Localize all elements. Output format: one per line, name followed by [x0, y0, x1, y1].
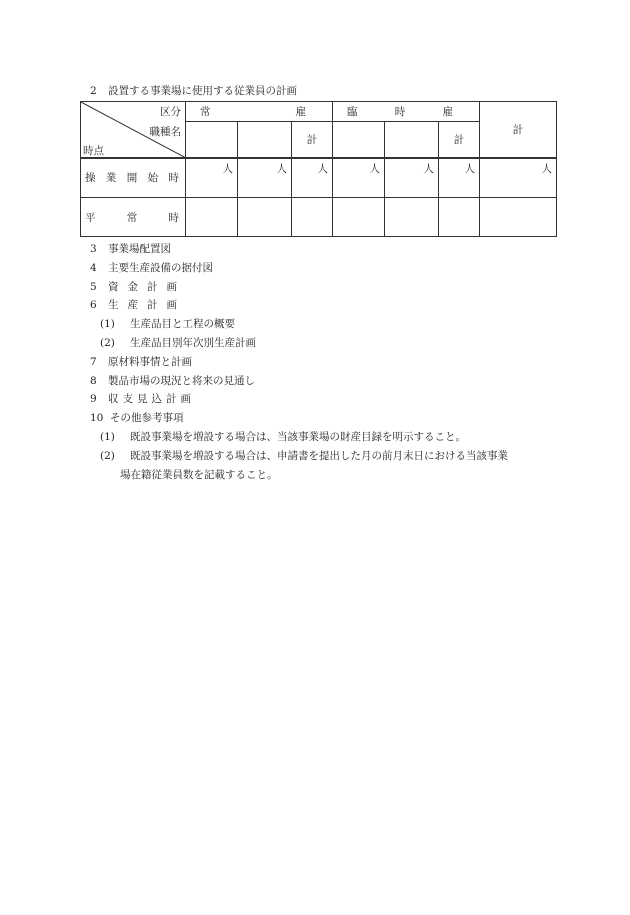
temp-subtotal-label: 計 [453, 133, 465, 146]
unit-cell [385, 158, 439, 198]
row-label-char: 常 [126, 211, 138, 224]
section-list [90, 240, 508, 484]
unit-cell [439, 158, 480, 198]
list-subitem: (2) 既設事業場を増設する場合は、申請書を提出した月の前月末日における当該事業 [100, 449, 508, 462]
empty-cell [385, 198, 439, 237]
unit-cell [292, 158, 333, 198]
header-kubun: 区分 [160, 106, 181, 118]
list-item: 9 収支見込計画 [90, 393, 195, 406]
section-heading [90, 83, 297, 98]
cell-temp-subtotal [439, 122, 480, 158]
heading-text: 設置する事業場に使用する従業員の計画 [108, 85, 297, 97]
diagonal-header-cell [81, 102, 186, 158]
list-subitem: (1) 既設事業場を増設する場合は、当該事業場の財産目録を明示すること。 [100, 430, 466, 443]
list-subitem: (1) 生産品目と工程の概要 [100, 318, 235, 331]
unit-label: 人 [369, 162, 380, 175]
header-temp-char: 雇 [442, 106, 453, 118]
row-label-char: 開 [126, 172, 138, 185]
unit-label: 人 [222, 162, 233, 175]
empty-cell [292, 198, 333, 237]
heading-number: 2 [90, 85, 97, 97]
unit-cell [238, 158, 292, 198]
header-temp-char: 臨 [347, 106, 358, 118]
unit-cell [333, 158, 385, 198]
unit-label: 人 [317, 162, 328, 175]
list-item: 3 事業場配置図 [90, 243, 171, 255]
header-temp-char: 時 [394, 106, 406, 118]
header-shokushu: 職種名 [149, 126, 181, 138]
unit-cell [186, 158, 238, 198]
header-total-label: 計 [512, 123, 524, 136]
header-jiten: 時点 [83, 145, 104, 157]
row-label-char: 時 [168, 211, 179, 224]
empty-cell [238, 198, 292, 237]
empty-cell [333, 198, 385, 237]
header-regular [186, 102, 333, 122]
header-regular-char: 雇 [295, 106, 306, 118]
regular-subtotal-label: 計 [306, 133, 318, 146]
cell-temp-1 [333, 122, 385, 158]
unit-cell [480, 158, 557, 198]
row-label-char: 操 [85, 172, 96, 185]
header-temporary [333, 102, 480, 122]
list-item: 7 原材料事情と計画 [90, 355, 192, 368]
unit-label: 人 [423, 162, 434, 175]
cell-regular-1 [186, 122, 238, 158]
list-item: 8 製品市場の現況と将来の見通し [90, 374, 255, 387]
empty-cell [439, 198, 480, 237]
row-label-char: 始 [147, 172, 159, 185]
row-label-normal [81, 198, 186, 237]
empty-cell [186, 198, 238, 237]
unit-label: 人 [464, 162, 475, 175]
list-subitem-continuation: 場在籍従業員数を記載すること。 [120, 468, 278, 481]
header-regular-char: 常 [200, 106, 211, 118]
unit-label: 人 [276, 162, 287, 175]
cell-temp-2 [385, 122, 439, 158]
cell-regular-subtotal [292, 122, 333, 158]
header-total [480, 102, 557, 158]
unit-label: 人 [541, 162, 552, 175]
empty-cell [480, 198, 557, 237]
row-label-start [81, 158, 186, 198]
list-subitem: (2) 生産品目別年次別生産計画 [100, 336, 256, 349]
list-item: 4 主要生産設備の据付図 [90, 261, 213, 274]
list-item: 6 生産計画 [90, 299, 186, 312]
row-label-char: 業 [105, 172, 117, 185]
row-label-char: 平 [85, 211, 96, 224]
row-label-char: 時 [168, 172, 179, 185]
list-item: 10 その他参考事項 [90, 412, 184, 425]
cell-regular-2 [238, 122, 292, 158]
list-item: 5 資金計画 [90, 280, 186, 293]
staff-plan-table [80, 101, 557, 237]
